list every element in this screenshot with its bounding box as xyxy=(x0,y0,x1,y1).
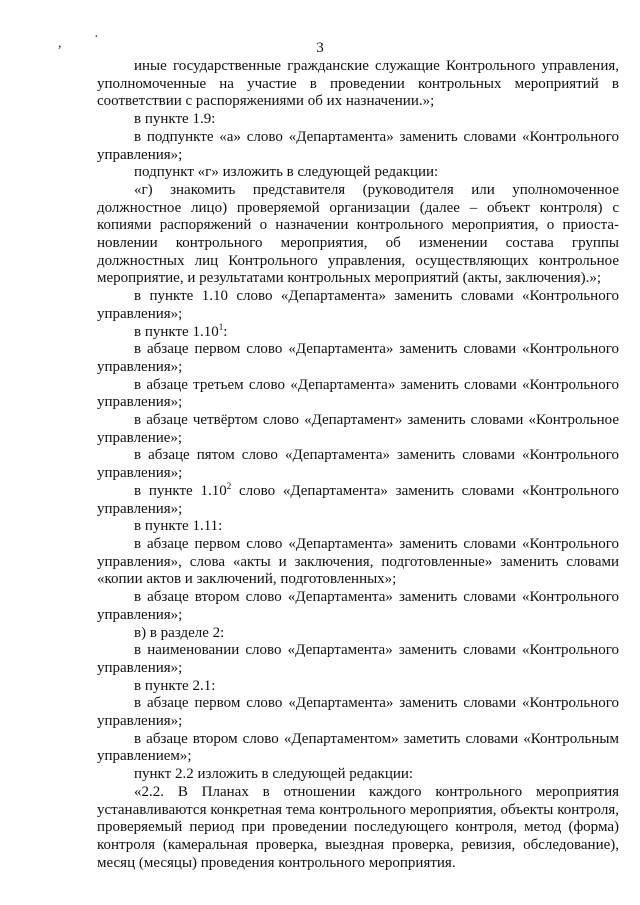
paragraph xyxy=(97,480,620,518)
paragraph: «2.2. В Планах в отношении каждого контрольного мероприятия устанавливаются конкретная тема контрольного мероприятия, объекты контроля, проверяемый период при проведении последующего контроля, метод (форма) контроля (камеральная проверка, выездная проверка, ревизия, обследование), месяц (месяцы) проведения контрольного мероприятия. xyxy=(97,783,619,871)
superscript: 2 xyxy=(226,480,232,491)
paragraph: пункт 2.2 изложить в следующей редакции: xyxy=(134,766,414,783)
paragraph: в наименовании слово «Департамента» заменить словами «Контрольного управления»; xyxy=(97,642,619,676)
scan-mark: · xyxy=(94,30,99,45)
paragraph: в пункте 1.10 слово «Департамента» заменить словами «Контрольного управления»; xyxy=(97,288,619,322)
paragraph: в абзаце втором слово «Департаментом» заметить словами «Контрольным управлением»; xyxy=(97,730,619,765)
text: в пункте 1.10 xyxy=(134,482,227,499)
paragraph: иные государственные гражданские служащие Контрольного управления, уполномоченные на участие в проведении контрольных мероприятий в соответствии с распоряжениями об их назначении.»; xyxy=(97,58,619,110)
scan-mark: , xyxy=(58,36,62,51)
text: в пункте 1.10 xyxy=(134,323,219,340)
paragraph: «г) знакомить представителя (руководителя или уполномоченное должностное лицо) проверяемой организации (далее – объект контроля) с копиями распоряжений о назначении контрольного мероприятия, о приоста-новлении контрольного мероприятия, об изменении состава группы должностных лиц Контрольного управления, осуществляющих контрольное мероприятие, и результатами контрольных мероприятий (акты, заключения).»; xyxy=(97,181,619,287)
paragraph: в абзаце пятом слово «Департамента» заменить словами «Контрольного управления»; xyxy=(97,447,619,482)
document-body xyxy=(97,58,619,872)
paragraph: в пункте 2.1: xyxy=(134,677,216,694)
paragraph: в) в разделе 2: xyxy=(134,624,225,641)
paragraph: в подпункте «а» слово «Департамента» заменить словами «Контрольного управления»; xyxy=(97,128,619,163)
paragraph: в абзаце первом слово «Департамента» заменить словами «Контрольного управления»; xyxy=(97,341,619,375)
paragraph: в абзаце первом слово «Департамента» заменить словами «Контрольного управления», слова «акты и заключения, подготовленные» заменить словами «копии актов и заключений, подготовленных»; xyxy=(97,535,619,588)
paragraph: в пункте 1.9: xyxy=(134,111,216,128)
page-number: 3 xyxy=(316,40,324,56)
paragraph: в абзаце первом слово «Департамента» заменить словами «Контрольного управления»; xyxy=(97,695,619,730)
paragraph: в пункте 1.11: xyxy=(134,518,223,535)
paragraph: в абзаце втором слово «Департамента» заменить словами «Контрольного управления»; xyxy=(97,589,619,623)
paragraph: подпункт «г» изложить в следующей редакции: xyxy=(134,164,439,181)
paragraph xyxy=(97,321,619,342)
text: : xyxy=(223,323,228,340)
paragraph: в абзаце третьем слово «Департамента» заменить словами «Контрольного управления»; xyxy=(97,376,619,411)
paragraph: в абзаце четвёртом слово «Департамент» заменить словами «Контрольное управление»; xyxy=(97,412,619,446)
superscript: 1 xyxy=(218,321,224,332)
text: слово «Департамента» заменить словами «Контрольного управления»; xyxy=(97,482,620,517)
